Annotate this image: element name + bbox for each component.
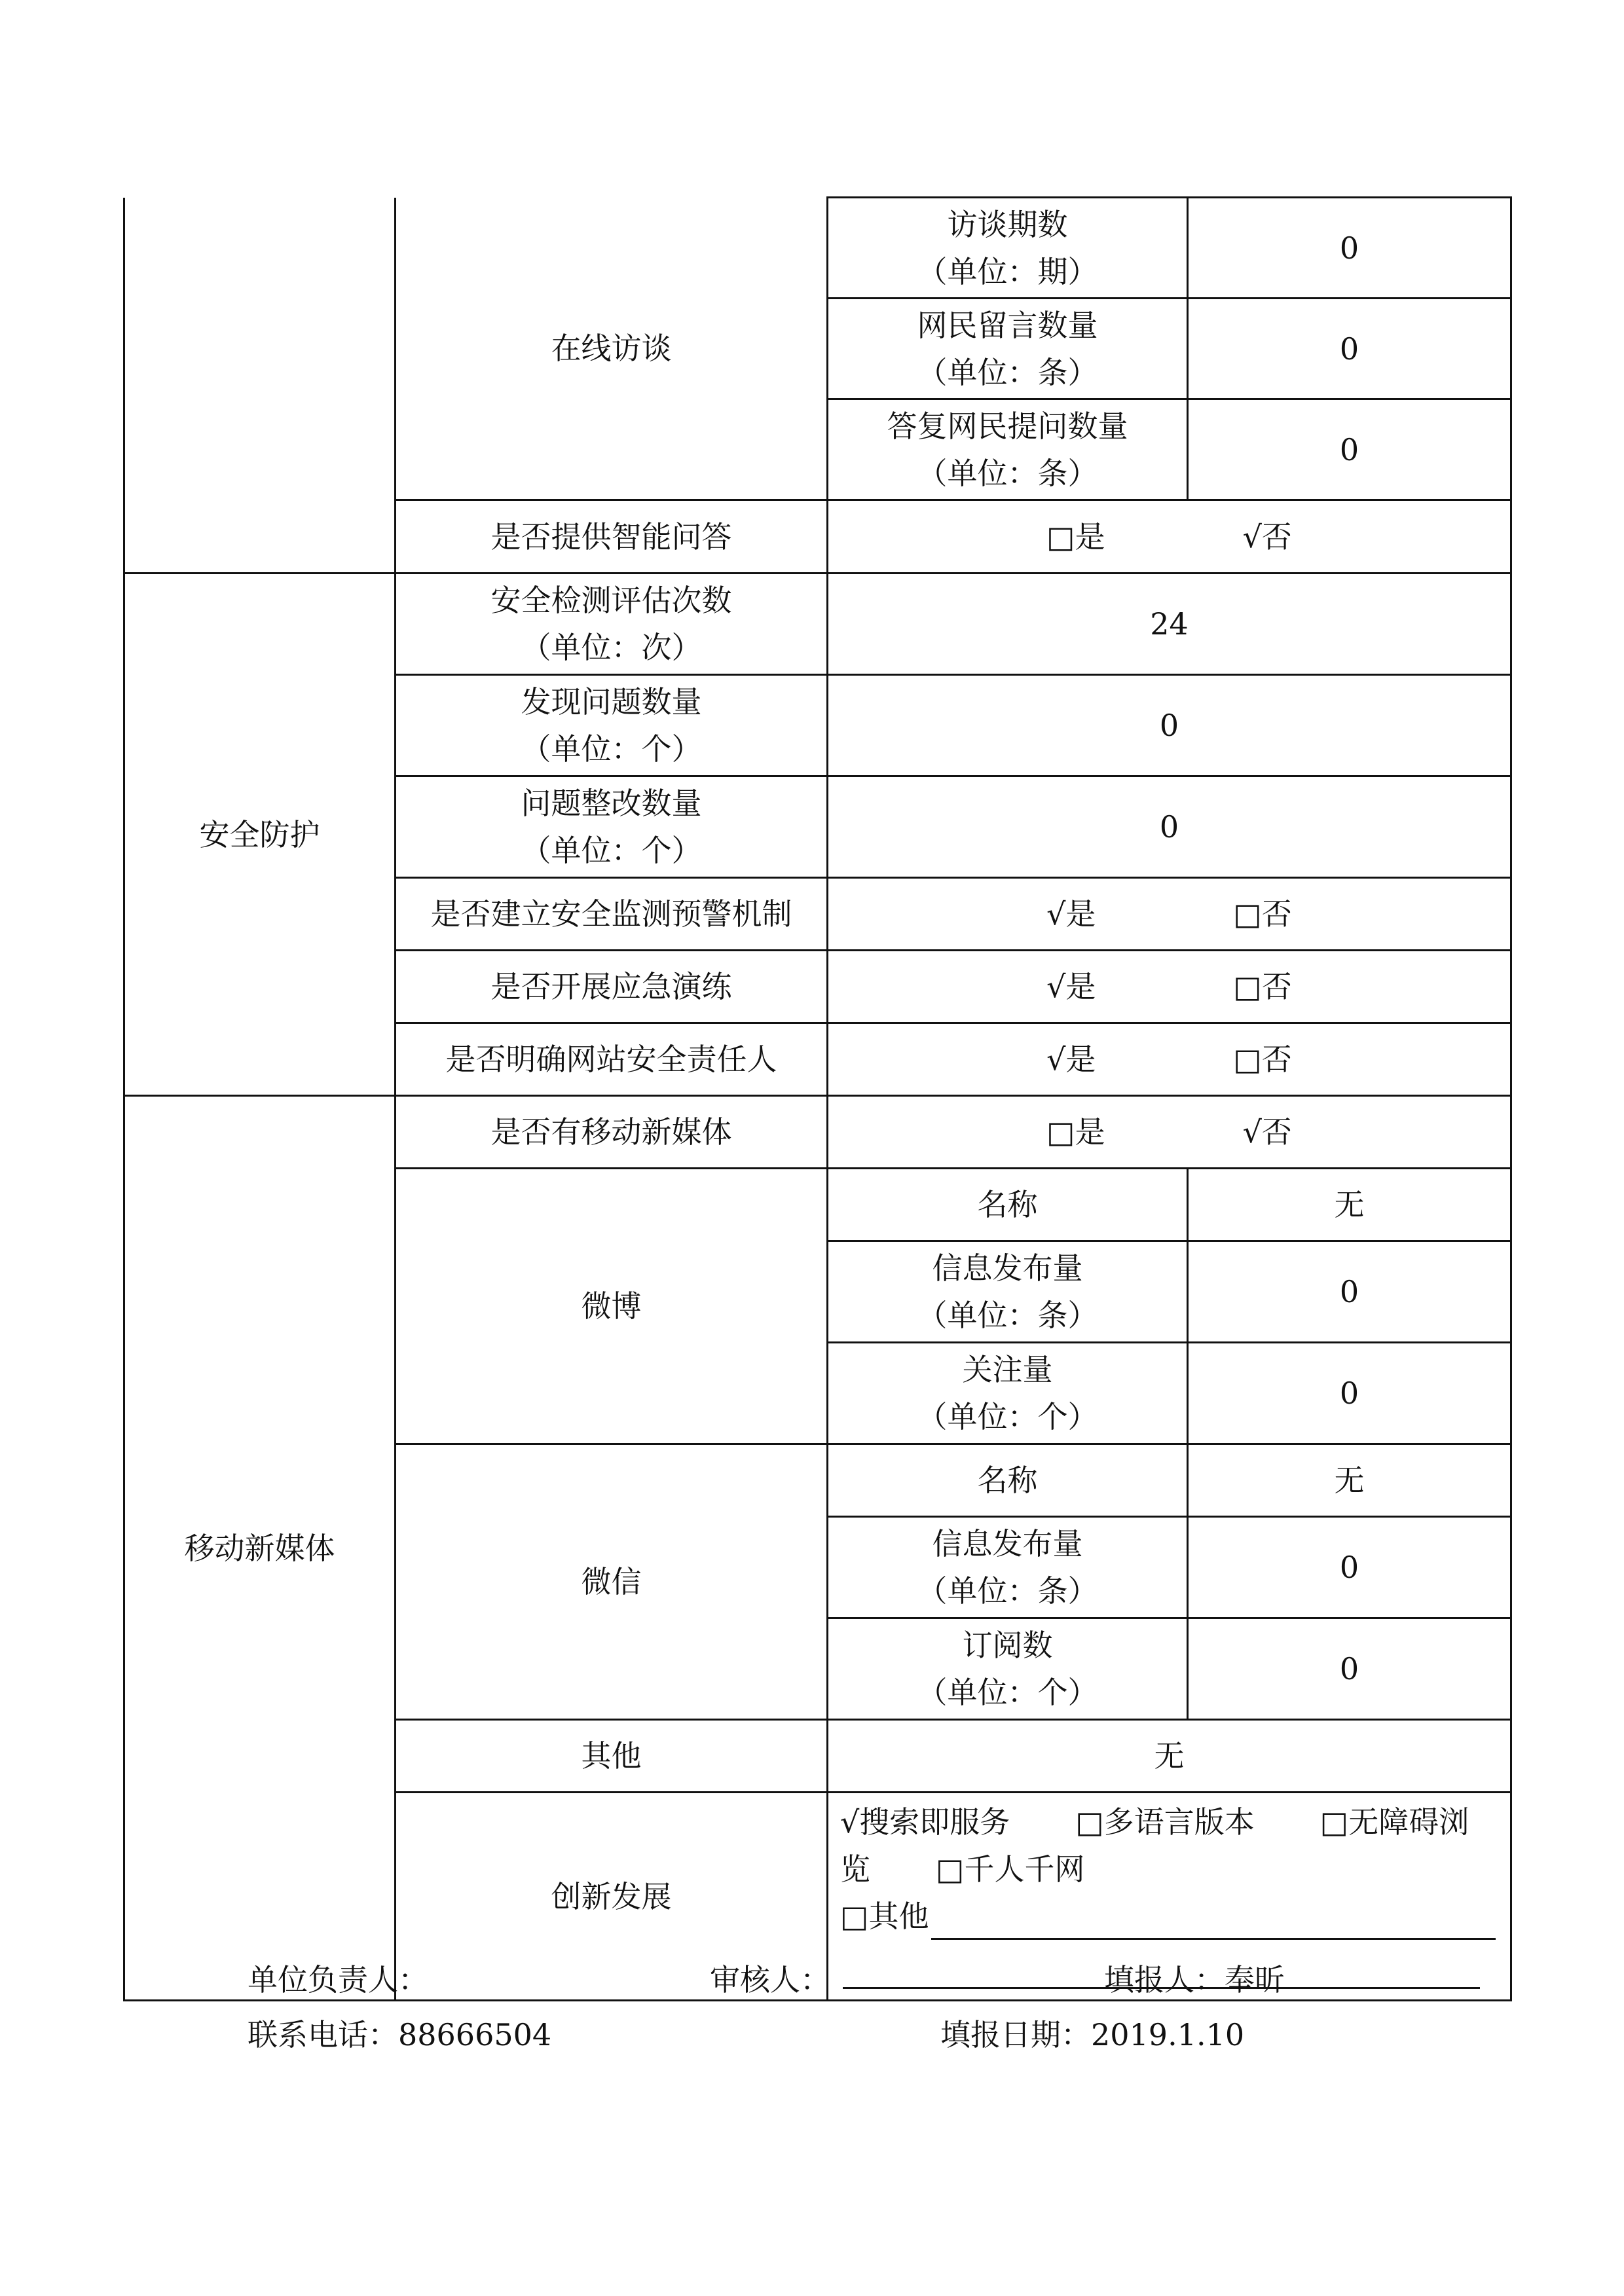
weibo-followers-value: 0 [1188, 1343, 1511, 1444]
emergency-drill-label: 是否开展应急演练 [396, 951, 828, 1023]
wechat-posts-label: 信息发布量 （单位：条） [828, 1517, 1188, 1618]
weibo-label: 微博 [396, 1169, 828, 1444]
unit-leader: 单位负责人： [248, 1962, 428, 1997]
option-multilingual: □多语言版本 [1075, 1804, 1255, 1840]
mobile-media-label: 移动新媒体 [124, 1096, 396, 2001]
weibo-name-label: 名称 [828, 1169, 1188, 1241]
warning-mechanism-label: 是否建立安全监测预警机制 [396, 878, 828, 951]
filler: 填报人：奉昕 [1104, 1962, 1285, 1997]
security-assessments-label: 安全检测评估次数 （单位：次） [396, 574, 828, 675]
online-interview-label: 在线访谈 [396, 198, 828, 500]
wechat-name-value: 无 [1188, 1444, 1511, 1517]
issues-fixed-value: 0 [828, 776, 1511, 878]
netizen-messages-label: 网民留言数量 （单位：条） [828, 299, 1188, 399]
wechat-name-label: 名称 [828, 1444, 1188, 1517]
security-assessments-value: 24 [828, 574, 1511, 675]
emergency-drill-choice [828, 951, 1511, 1023]
interview-sessions-label: 访谈期数 （单位：期） [828, 198, 1188, 299]
report-table [123, 196, 1512, 2001]
security-officer-yes: √是 [1046, 1042, 1096, 1077]
option-other: □其他 [840, 1899, 929, 1934]
other-media-label: 其他 [396, 1720, 828, 1793]
security-officer-label: 是否明确网站安全责任人 [396, 1023, 828, 1096]
smart-qa-no: √否 [1242, 519, 1292, 555]
option-accessibility: □无障碍浏览 [840, 1804, 1469, 1887]
wechat-label: 微信 [396, 1444, 828, 1720]
weibo-posts-value: 0 [1188, 1241, 1511, 1343]
warning-mechanism-yes: √是 [1046, 896, 1096, 932]
innovation-label: 创新发展 [396, 1793, 828, 2001]
security-officer-choice [828, 1023, 1511, 1096]
emergency-drill-no: □否 [1233, 969, 1292, 1004]
fill-date: 填报日期：2019.1.10 [940, 2017, 1245, 2052]
other-media-value: 无 [828, 1720, 1511, 1793]
contact-phone: 联系电话：88666504 [248, 2017, 552, 2052]
issues-fixed-label: 问题整改数量 （单位：个） [396, 776, 828, 878]
weibo-name-value: 无 [1188, 1169, 1511, 1241]
warning-mechanism-choice [828, 878, 1511, 951]
wechat-subscribers-label: 订阅数 （单位：个） [828, 1618, 1188, 1720]
security-label: 安全防护 [124, 574, 396, 1096]
emergency-drill-yes: √是 [1046, 969, 1096, 1004]
weibo-followers-label: 关注量 （单位：个） [828, 1343, 1188, 1444]
wechat-posts-value: 0 [1188, 1517, 1511, 1618]
smart-qa-label: 是否提供智能问答 [396, 500, 828, 574]
interview-sessions-value: 0 [1188, 198, 1511, 299]
netizen-messages-value: 0 [1188, 299, 1511, 399]
answered-questions-label: 答复网民提问数量 （单位：条） [828, 399, 1188, 500]
security-officer-no: □否 [1233, 1042, 1292, 1077]
weibo-posts-label: 信息发布量 （单位：条） [828, 1241, 1188, 1343]
other-underline [931, 1900, 1496, 1940]
has-mobile-media-no: √否 [1242, 1114, 1292, 1150]
has-mobile-media-yes: □是 [1046, 1114, 1105, 1150]
reviewer: 审核人： [710, 1962, 830, 1997]
issues-found-label: 发现问题数量 （单位：个） [396, 675, 828, 776]
warning-mechanism-no: □否 [1233, 896, 1292, 932]
issues-found-value: 0 [828, 675, 1511, 776]
smart-qa-choice [828, 500, 1511, 574]
smart-qa-yes: □是 [1046, 519, 1105, 555]
answered-questions-value: 0 [1188, 399, 1511, 500]
has-mobile-media-label: 是否有移动新媒体 [396, 1096, 828, 1169]
has-mobile-media-choice [828, 1096, 1511, 1169]
wechat-subscribers-value: 0 [1188, 1618, 1511, 1720]
option-search-service: √搜索即服务 [840, 1804, 1010, 1840]
continued-category-cell [124, 198, 396, 574]
option-personalized: □千人千网 [936, 1851, 1085, 1887]
